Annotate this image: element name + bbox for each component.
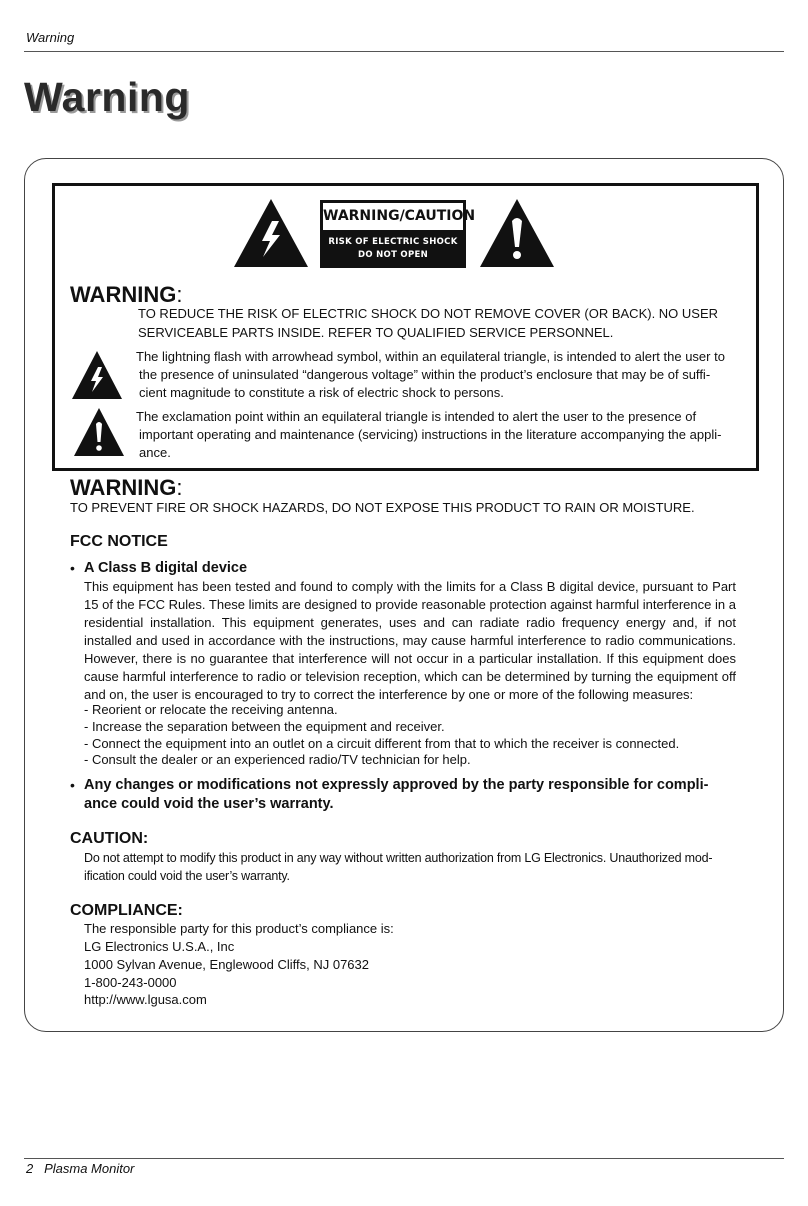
lightning-desc-line-2: the presence of uninsulated “dangerous voltage” within the product’s enclosure that may be of suffi- bbox=[139, 367, 711, 382]
bullet-2: • bbox=[70, 777, 75, 793]
modification-note: Any changes or modifications not expressly approved by the party responsible for compli- ance could void the user’s warranty. bbox=[84, 777, 709, 812]
caution-heading: CAUTION: bbox=[70, 830, 149, 847]
lightning-desc-line-1: The lightning flash with arrowhead symbol, within an equilateral triangle, is intended to alert the user to bbox=[136, 349, 725, 364]
measure-1: - Reorient or relocate the receiving antenna. bbox=[84, 702, 338, 717]
compliance-heading: COMPLIANCE: bbox=[70, 902, 183, 919]
footer-label bbox=[26, 1161, 134, 1176]
warning1-line-2: SERVICEABLE PARTS INSIDE. REFER TO QUALIFIED SERVICE PERSONNEL. bbox=[138, 325, 614, 340]
warning-heading-1-colon: : bbox=[176, 282, 183, 307]
fcc-paragraph: This equipment has been tested and found to comply with the limits for a Class B digital device, pursuant to Part 15 of the FCC Rules. These limits are designed to provide reasonable protection against harmful interference in a residential installation. This equipment generates, uses and can radiate radio frequency energy and, if not installed and used in accordance with the instructions, may cause harmful interference to radio communications. However, there is no guarantee that interference will not occur in a particular installation. If this equipment does cause harmful interference to radio or television reception, which can be determined by turning the equipment off and on, the user is encouraged to try to correct the interference by one or more of the following measures: bbox=[84, 579, 736, 702]
header-section-label: Warning bbox=[26, 30, 75, 45]
bullet-1: • bbox=[70, 560, 75, 576]
compliance-address: 1000 Sylvan Avenue, Englewood Cliffs, NJ 07632 bbox=[84, 957, 369, 972]
warning1-line-1: TO REDUCE THE RISK OF ELECTRIC SHOCK DO NOT REMOVE COVER (OR BACK). NO USER bbox=[138, 306, 719, 321]
warning-heading-2-colon: : bbox=[176, 475, 183, 500]
compliance-url[interactable]: http://www.lgusa.com bbox=[84, 992, 207, 1007]
page-title: Warning bbox=[24, 74, 190, 120]
header-divider bbox=[24, 51, 784, 52]
exclamation-warning-icon bbox=[478, 197, 556, 269]
page-number: 2 bbox=[26, 1161, 34, 1176]
measure-3: - Connect the equipment into an outlet on a circuit different from that to which the receiver is connected. bbox=[84, 736, 680, 751]
exclamation-desc-line-1: The exclamation point within an equilateral triangle is intended to alert the user to the presence of bbox=[136, 409, 697, 424]
warning-heading-1-text: WARNING bbox=[70, 282, 177, 307]
class-b-heading: A Class B digital device bbox=[84, 560, 248, 576]
lightning-warning-icon bbox=[232, 197, 310, 269]
lightning-symbol-icon bbox=[71, 350, 123, 400]
compliance-line-1: The responsible party for this product’s compliance is: bbox=[84, 921, 394, 936]
fcc-notice-heading: FCC NOTICE bbox=[70, 533, 168, 550]
product-name: Plasma Monitor bbox=[44, 1161, 135, 1176]
caution-sign bbox=[320, 200, 476, 268]
warning-heading-2 bbox=[70, 475, 182, 501]
exclamation-desc-line-2: important operating and maintenance (servicing) instructions in the literature accompanying the appli- bbox=[139, 427, 722, 442]
exclamation-desc-line-3: ance. bbox=[139, 445, 171, 460]
measure-4: - Consult the dealer or an experienced radio/TV technician for help. bbox=[84, 752, 471, 767]
compliance-company: LG Electronics U.S.A., Inc bbox=[84, 939, 235, 954]
caution-text: Do not attempt to modify this product in any way without written authorization from LG Electronics. Unauthorized mod- ification could void the user’s warranty. bbox=[84, 851, 713, 883]
caution-sign-title: WARNING/CAUTION bbox=[323, 203, 463, 230]
warning2-text: TO PREVENT FIRE OR SHOCK HAZARDS, DO NOT EXPOSE THIS PRODUCT TO RAIN OR MOISTURE. bbox=[70, 500, 695, 515]
exclamation-symbol-icon bbox=[73, 407, 125, 457]
measure-2: - Increase the separation between the equipment and receiver. bbox=[84, 719, 445, 734]
warning-heading-2-text: WARNING bbox=[70, 475, 177, 500]
lightning-desc-line-3: cient magnitude to constitute a risk of electric shock to persons. bbox=[139, 385, 504, 400]
compliance-phone: 1-800-243-0000 bbox=[84, 975, 177, 990]
footer-divider bbox=[24, 1158, 784, 1159]
caution-sign-line2: DO NOT OPEN bbox=[357, 250, 428, 260]
caution-sign-line1: RISK OF ELECTRIC SHOCK bbox=[328, 237, 458, 247]
